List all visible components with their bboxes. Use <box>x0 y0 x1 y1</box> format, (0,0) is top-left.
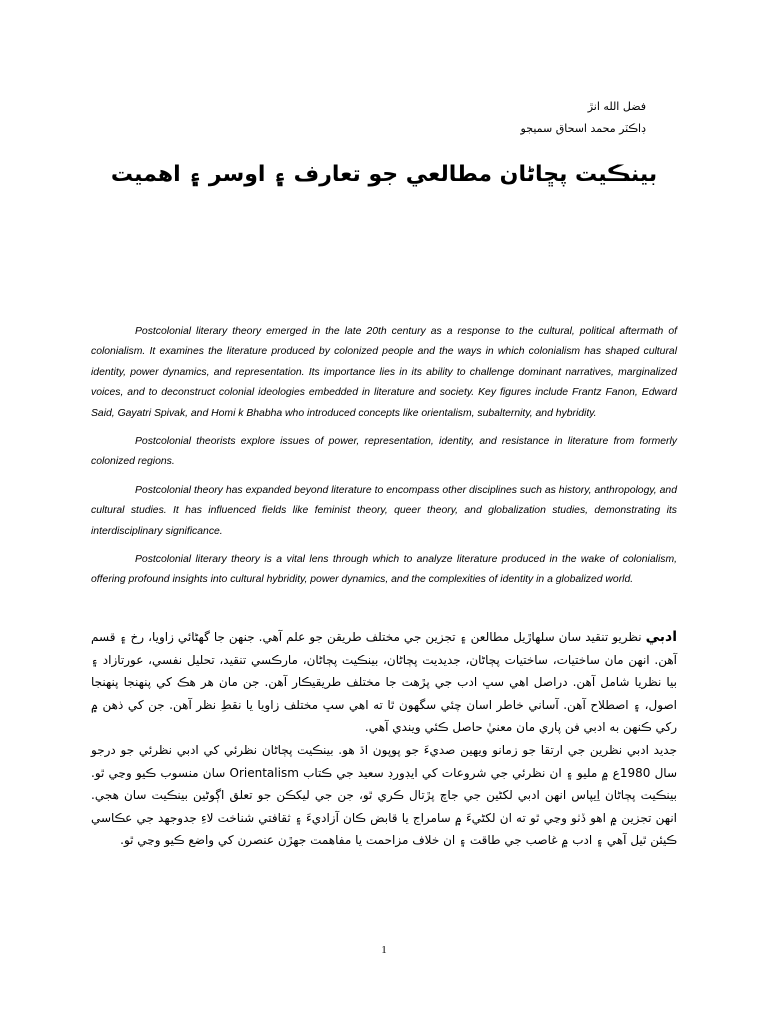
abstract-paragraph-2: Postcolonial theorists explore issues of power, representation, identity, and resistance in literature from formerly colonized regions. <box>91 436 677 468</box>
abstract-paragraph-1: Postcolonial literary theory emerged in the late 20th century as a response to the cultural, political aftermath of colonialism. It examines the literature produced by colonized people and the ways in which colonialism has shaped cultural identity, power dynamics, and representation. Its importance lies in its ability to challenge dominant narratives, marginalized voices, and to deconstruct colonial ideologies embedded in literature and society. Key figures include Frantz Fanon, Edward Said, Gayatri Spivak, and Homi k Bhabha who introduced concepts like orientalism, subalternity, and hybridity. <box>91 326 677 419</box>
abstract-paragraph-3: Postcolonial theory has expanded beyond literature to encompass other disciplines such as history, anthropology, and cultural studies. It has influenced fields like feminist theory, queer theory, and globalization studies, demonstrating its interdisciplinary significance. <box>91 484 677 537</box>
sindhi-body <box>91 626 677 852</box>
coauthor-name: ڊاڪٽر محمد اسحاق سميجو <box>520 122 646 135</box>
abstract-paragraph-4: Postcolonial literary theory is a vital lens through which to analyze literature produced in the wake of colonialism, offering profound insights into cultural hybridity, power dynamics, and the complexities of identity in a globalized world. <box>91 554 677 586</box>
author-block <box>521 96 646 140</box>
paragraph-lead-word: ادبي <box>645 629 677 645</box>
page-title: بينڪيت پڇاڻان مطالعي جو تعارف ۽ اوسر ۽ اهميت <box>110 162 658 187</box>
english-abstract <box>91 322 677 599</box>
page-number: 1 <box>381 944 387 956</box>
body-paragraph-1 <box>91 626 677 739</box>
body-paragraph-2: جديد ادبي نظرين جي ارتقا جو زمانو ويهين صديءَ جو پوپون اڌ هو. بينڪيت پڄاڻان نظرئي کي ادبي نظرئي جو درجو سال 1980ع ۾ مليو ۽ ان نظرئي جي شروعات کي ايڊورڊ سعيد جي ڪتاب Orientalism سان منسوب ڪيو وڃي ٿو. بينڪيت پڄاڻان اِيپاس انهن ادبي لکڻين جي جاچ پڙتال ڪري ٿو، جن جي ليکڪن جو تعلق اڳوڻين بينڪيت سان هجي. انهن تجزين ۾ اهو ڏٺو وڃي ٿو ته ان لکڻيءَ ۾ سامراج يا قابض ڪان آزاديءَ ۽ ثقافتي شناخت لاءِ جدوجهد جي عڪاسي ڪيئن ٿيل آهي ۽ ادب ۾ غاصب جي طاقت ۽ ان خلاف مزاحمت يا مفاهمت جهڙن عنصرن کي واضع ڪيو وڃي ٿو. <box>91 742 678 848</box>
body-paragraph-1-text: نظريو تنقيد سان سلهاڙيل مطالعن ۽ تجزين جي مختلف طريقن جو علم آهي. جنهن جا گهڻائي زاويا، رخ ۽ قسم آهن. انهن مان ساختيات، ساختيات پڄاڻان، جديديت پڄاڻان، بينڪيت پڄاڻان، مارڪسي تنقيد، تحليل نفسي، عورتازاد ۽ بيا نظريا شامل آهن. دراصل اهي سڀ ادب جي پڙهت جا مختلف طريقيڪار آهن. جن مان هر هڪ کي پنهنجا پنهنجا اصول، ۽ اصطلاح آهن. آساني خاطر اسان چئي سگهون ٿا ته اهي سڀ مختلف زاويا يا نقطِ نظر آهن. جن کي ذهن ۾ رکي ڪنهن به ادبي فن پاري مان معنيٰ حاصل ڪئي ويندي آهي. <box>91 630 677 735</box>
author-name: فضل الله انڙ <box>587 100 646 113</box>
